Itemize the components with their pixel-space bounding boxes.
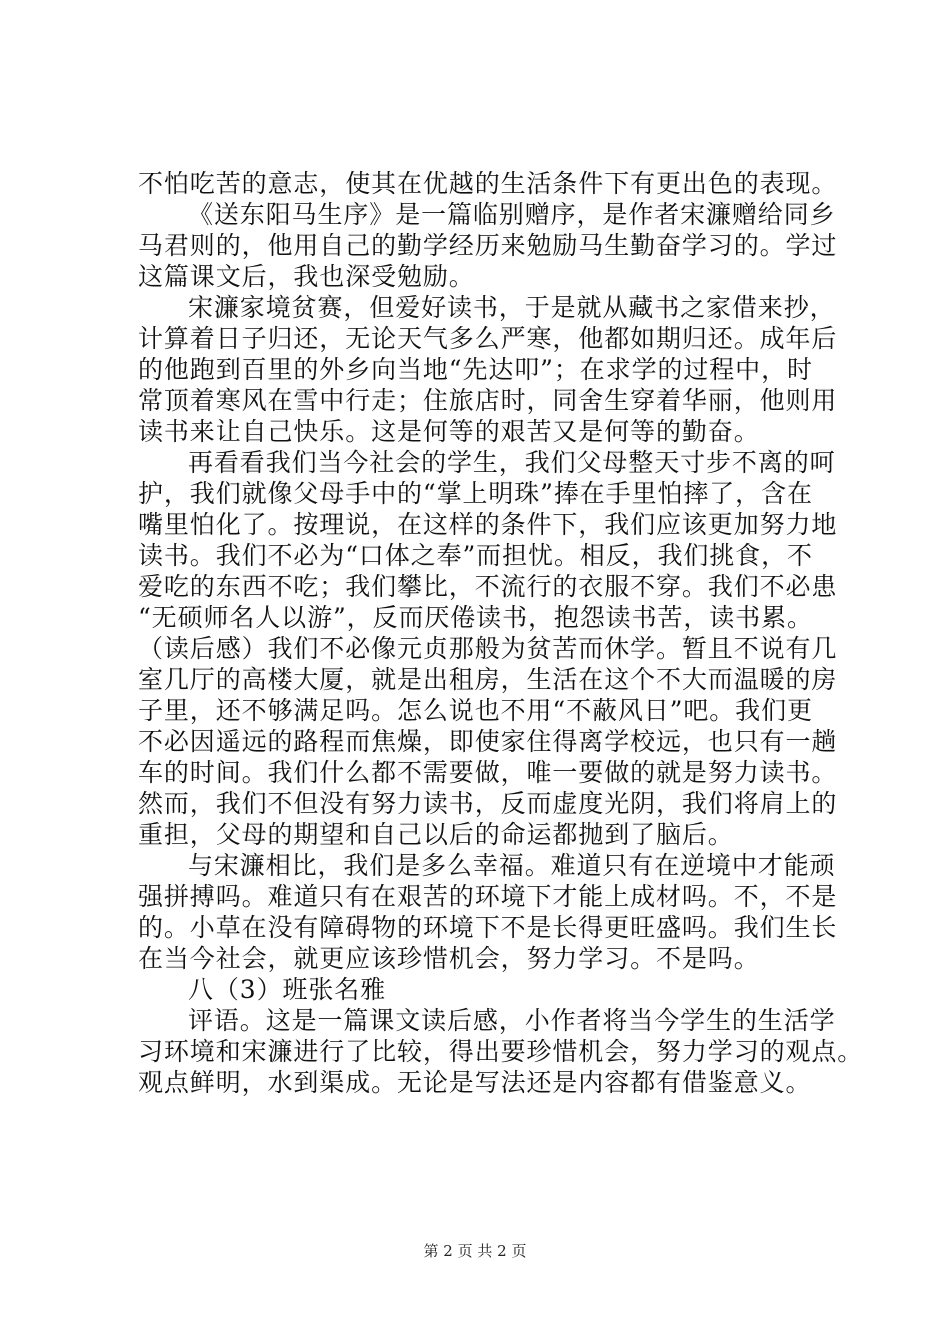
page-footer: 第 2 页 共 2 页: [423, 1242, 527, 1260]
text-line: 读书。我们不必为“口体之奉”而担忧。相反，我们挑食，不: [138, 541, 813, 570]
text-line: 室几厅的高楼大厦，就是出租房，生活在这个不大而温暖的房: [138, 665, 838, 694]
text-line: 在当今社会，就更应该珍惜机会，努力学习。不是吗。: [138, 944, 760, 973]
text-line: 习环境和宋濂进行了比较，得出要珍惜机会，努力学习的观点。: [138, 1037, 864, 1066]
text-line: 与宋濂相比，我们是多么幸福。难道只有在逆境中才能顽: [188, 851, 836, 880]
text-line: 的他跑到百里的外乡向当地“先达叩”；在求学的过程中，时: [138, 355, 813, 384]
text-line: 的。小草在没有障碍物的环境下不是长得更旺盛吗。我们生长: [138, 913, 838, 942]
text-line: 车的时间。我们什么都不需要做，唯一要做的就是努力读书。: [138, 758, 838, 787]
text-line: 再看看我们当今社会的学生，我们父母整天寸步不离的呵: [188, 448, 836, 477]
document-body: [138, 168, 864, 1098]
text-line: 嘴里怕化了。按理说，在这样的条件下，我们应该更加努力地: [138, 510, 838, 539]
text-line: 常顶着寒风在雪中行走；住旅店时，同舍生穿着华丽，他则用: [138, 386, 838, 415]
text-line: （读后感）我们不必像元贞那般为贫苦而休学。暂且不说有几: [138, 634, 838, 663]
text-line: 子里，还不够满足吗。怎么说也不用“不蔽风日”吧。我们更: [138, 696, 813, 725]
text-line: 不必因遥远的路程而焦燥，即使家住得离学校远，也只有一趟: [138, 727, 838, 756]
text-line: 不怕吃苦的意志，使其在优越的生活条件下有更出色的表现。: [138, 169, 838, 198]
text-line: 护，我们就像父母手中的“掌上明珠”捧在手里怕摔了，含在: [138, 479, 813, 508]
text-line: 马君则的，他用自己的勤学经历来勉励马生勤奋学习的。学过: [138, 231, 838, 260]
text-line: 强拼搏吗。难道只有在艰苦的环境下才能上成材吗。不，不是: [138, 882, 838, 911]
text-line: 这篇课文后，我也深受勉励。: [138, 262, 475, 291]
text-line: 八（3）班张名雅: [188, 975, 387, 1004]
text-line: 然而，我们不但没有努力读书，反而虚度光阴，我们将肩上的: [138, 789, 838, 818]
text-line: 宋濂家境贫赛，但爱好读书，于是就从藏书之家借来抄，: [188, 293, 836, 322]
text-line: “无硕师名人以游”，反而厌倦读书，抱怨读书苦，读书累。: [138, 603, 813, 632]
text-line: 爱吃的东西不吃；我们攀比，不流行的衣服不穿。我们不必患: [138, 572, 838, 601]
text-line: 读书来让自己快乐。这是何等的艰苦又是何等的勤奋。: [138, 417, 760, 446]
text-line: 评语。这是一篇课文读后感，小作者将当今学生的生活学: [188, 1006, 836, 1035]
text-line: 重担，父母的期望和自己以后的命运都抛到了脑后。: [138, 820, 734, 849]
text-line: 计算着日子归还，无论天气多么严寒，他都如期归还。成年后: [138, 324, 838, 353]
text-line: 观点鲜明，水到渠成。无论是写法还是内容都有借鉴意义。: [138, 1068, 812, 1097]
text-line: 《送东阳马生序》是一篇临别赠序，是作者宋濂赠给同乡: [188, 200, 836, 229]
